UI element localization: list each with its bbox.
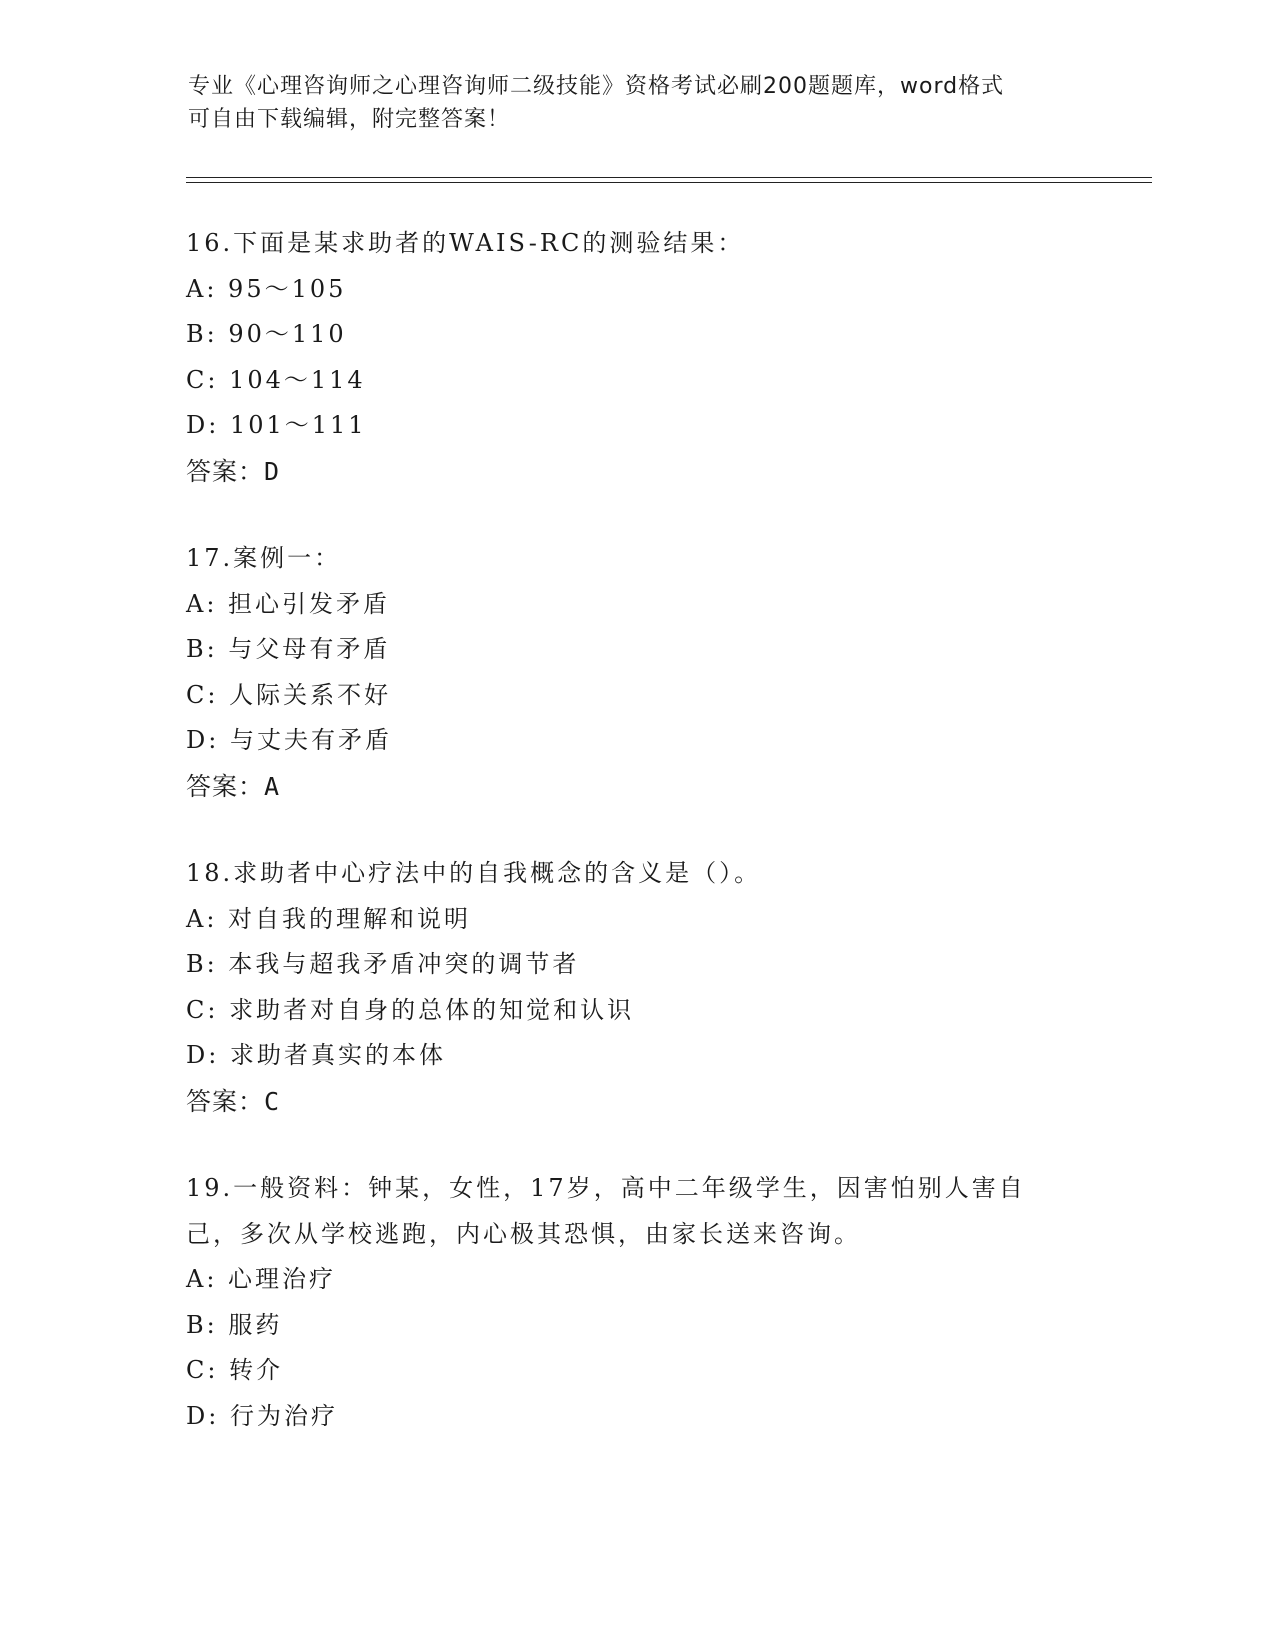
- header-divider-top: [186, 177, 1152, 178]
- option-d: D: 101～111: [186, 411, 367, 439]
- answer-line: [186, 449, 1086, 495]
- option-b: B: 本我与超我矛盾冲突的调节者: [186, 950, 580, 978]
- option-d: D: 求助者真实的本体: [186, 1041, 446, 1069]
- question-stem: 17.案例一：: [186, 544, 342, 572]
- option-a: A: 担心引发矛盾: [186, 589, 391, 618]
- option-d: D: 行为治疗: [186, 1401, 338, 1430]
- option-b: B: 与父母有矛盾: [186, 635, 391, 663]
- option-a: A: 对自我的理解和说明: [186, 904, 472, 933]
- question-19: [186, 1166, 1086, 1439]
- option-c: C: 求助者对自身的总体的知觉和认识: [186, 995, 635, 1024]
- answer-line: [186, 764, 1086, 810]
- option-d: D: 与丈夫有矛盾: [186, 726, 392, 754]
- header-line-1: 专业《心理咨询师之心理咨询师二级技能》资格考试必刷200题题库，word格式: [188, 74, 1005, 99]
- option-a: A: 心理治疗: [186, 1265, 337, 1293]
- question-17: [186, 536, 1086, 809]
- question-18: [186, 851, 1086, 1124]
- header-divider-bottom: [186, 182, 1152, 183]
- answer-label: 答案：: [186, 1086, 265, 1116]
- option-c: C: 104～114: [186, 365, 366, 394]
- answer-label: 答案：: [186, 456, 265, 486]
- question-stem: 19.一般资料：钟某，女性，17岁，高中二年级学生，因害怕别人害自: [186, 1174, 1026, 1202]
- question-16: [186, 221, 1086, 494]
- option-c: C: 人际关系不好: [186, 680, 392, 709]
- question-stem: 16.下面是某求助者的WAIS-RC的测验结果：: [186, 229, 745, 257]
- answer-value: A: [264, 771, 281, 801]
- header-line-2: 可自由下载编辑，附完整答案！: [188, 107, 511, 132]
- answer-value: D: [264, 456, 281, 486]
- question-stem-continued: 己，多次从学校逃跑，内心极其恐惧，由家长送来咨询。: [186, 1219, 861, 1248]
- option-a: A: 95～105: [186, 274, 347, 303]
- option-b: B: 90～110: [186, 320, 347, 348]
- question-stem: 18.求助者中心疗法中的自我概念的含义是（）。: [186, 859, 762, 887]
- answer-value: C: [264, 1086, 281, 1116]
- option-c: C: 转介: [186, 1356, 284, 1384]
- answer-label: 答案：: [186, 771, 265, 801]
- document-header: [188, 70, 1088, 136]
- answer-line: [186, 1079, 1086, 1125]
- option-b: B: 服药: [186, 1310, 283, 1339]
